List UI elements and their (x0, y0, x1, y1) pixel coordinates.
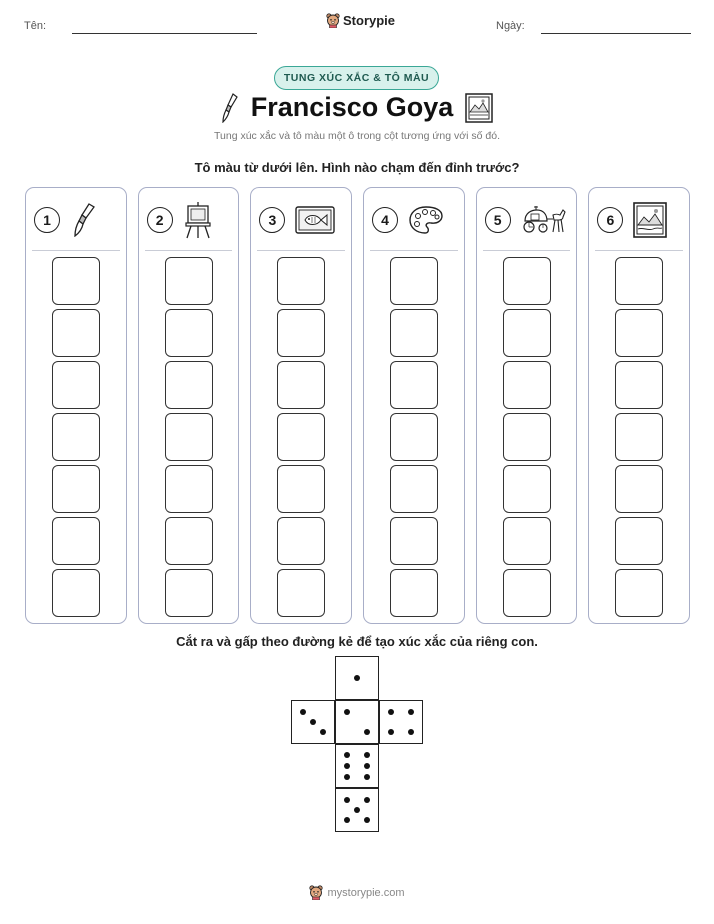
dice-net (291, 656, 424, 834)
horse-carriage-icon (521, 205, 567, 235)
column-header (597, 202, 681, 238)
color-box[interactable] (615, 569, 663, 617)
color-box[interactable] (503, 257, 551, 305)
column-2 (138, 187, 240, 624)
pip (310, 719, 316, 725)
color-boxes (364, 257, 464, 617)
pip (344, 817, 350, 823)
column-divider (483, 250, 571, 251)
date-label: Ngày: (496, 20, 525, 32)
column-divider (145, 250, 233, 251)
brand-name: Storypie (343, 13, 396, 28)
pip (344, 752, 350, 758)
color-box[interactable] (615, 465, 663, 513)
color-box[interactable] (52, 257, 100, 305)
column-header (259, 202, 343, 238)
color-box[interactable] (503, 517, 551, 565)
color-box[interactable] (52, 465, 100, 513)
instruction-top: Tô màu từ dưới lên. Hình nào chạm đến đỉnh trước? (194, 160, 520, 175)
dice-face-2 (335, 700, 379, 744)
color-box[interactable] (503, 413, 551, 461)
column-header (147, 202, 231, 238)
palette-icon (408, 205, 444, 235)
color-box[interactable] (503, 361, 551, 409)
pip (364, 752, 370, 758)
name-label: Tên: (24, 20, 47, 32)
color-box[interactable] (390, 569, 438, 617)
color-box[interactable] (503, 309, 551, 357)
color-box[interactable] (52, 361, 100, 409)
color-box[interactable] (277, 569, 325, 617)
column-divider (257, 250, 345, 251)
pip (354, 807, 360, 813)
color-box[interactable] (165, 309, 213, 357)
date-line[interactable] (541, 33, 691, 34)
dice-face-5 (335, 788, 379, 832)
color-boxes (139, 257, 239, 617)
title-row (0, 92, 714, 123)
column-number: 2 (147, 207, 173, 233)
pip (354, 675, 360, 681)
color-boxes (589, 257, 689, 617)
color-box[interactable] (390, 257, 438, 305)
column-header (485, 202, 569, 238)
column-6 (588, 187, 690, 624)
color-box[interactable] (277, 465, 325, 513)
instruction-bottom: Cắt ra và gấp theo đường kẻ để tạo xúc xắc của riêng con. (176, 634, 538, 649)
column-number: 6 (597, 207, 623, 233)
framed-landscape-icon (633, 202, 667, 238)
color-box[interactable] (390, 465, 438, 513)
color-box[interactable] (615, 517, 663, 565)
column-number: 4 (372, 207, 398, 233)
color-box[interactable] (615, 309, 663, 357)
pip (344, 774, 350, 780)
pip (364, 797, 370, 803)
color-box[interactable] (52, 413, 100, 461)
column-divider (370, 250, 458, 251)
color-box[interactable] (52, 309, 100, 357)
color-box[interactable] (165, 465, 213, 513)
dice-columns (25, 187, 690, 624)
easel-icon (183, 201, 213, 239)
color-box[interactable] (277, 361, 325, 409)
name-line[interactable] (72, 33, 257, 34)
dice-face-3 (291, 700, 335, 744)
pip (388, 729, 394, 735)
pip (300, 709, 306, 715)
color-box[interactable] (390, 413, 438, 461)
subtitle: Tung xúc xắc và tô màu một ô trong cột tương ứng với số đó. (214, 130, 500, 142)
pip (408, 729, 414, 735)
color-box[interactable] (277, 413, 325, 461)
page-title: Francisco Goya (250, 92, 454, 122)
pip (408, 709, 414, 715)
color-box[interactable] (390, 361, 438, 409)
color-boxes (251, 257, 351, 617)
color-box[interactable] (52, 569, 100, 617)
column-5 (476, 187, 578, 624)
column-divider (595, 250, 683, 251)
column-3 (250, 187, 352, 624)
color-box[interactable] (165, 517, 213, 565)
pip (364, 774, 370, 780)
color-box[interactable] (615, 257, 663, 305)
bear-mascot-icon (309, 885, 323, 900)
color-box[interactable] (503, 569, 551, 617)
color-box[interactable] (615, 361, 663, 409)
dice-face-1 (335, 656, 379, 700)
storypie-logo (326, 13, 395, 28)
framed-painting-icon (465, 93, 493, 123)
activity-badge: TUNG XÚC XẮC & TÔ MÀU (274, 66, 439, 90)
dice-face-4 (379, 700, 423, 744)
pip (364, 817, 370, 823)
column-header (372, 202, 456, 238)
pip (388, 709, 394, 715)
color-box[interactable] (503, 465, 551, 513)
column-1 (25, 187, 127, 624)
paintbrush-icon (221, 93, 239, 123)
color-box[interactable] (277, 309, 325, 357)
footer-url[interactable]: mystorypie.com (327, 886, 405, 899)
pip (364, 729, 370, 735)
color-box[interactable] (390, 517, 438, 565)
dice-face-6 (335, 744, 379, 788)
column-4 (363, 187, 465, 624)
fish-painting-icon (295, 206, 335, 234)
color-box[interactable] (165, 569, 213, 617)
pip (320, 729, 326, 735)
column-divider (32, 250, 120, 251)
color-box[interactable] (277, 517, 325, 565)
color-box[interactable] (277, 257, 325, 305)
paintbrush-icon (70, 203, 98, 237)
column-header (34, 202, 118, 238)
color-box[interactable] (615, 413, 663, 461)
color-boxes (477, 257, 577, 617)
color-box[interactable] (165, 257, 213, 305)
pip (344, 797, 350, 803)
color-box[interactable] (165, 413, 213, 461)
pip (344, 709, 350, 715)
bear-mascot-icon (326, 13, 340, 28)
column-number: 3 (259, 207, 285, 233)
pip (344, 763, 350, 769)
color-box[interactable] (52, 517, 100, 565)
color-boxes (26, 257, 126, 617)
column-number: 1 (34, 207, 60, 233)
color-box[interactable] (165, 361, 213, 409)
footer (0, 885, 714, 900)
color-box[interactable] (390, 309, 438, 357)
column-number: 5 (485, 207, 511, 233)
pip (364, 763, 370, 769)
